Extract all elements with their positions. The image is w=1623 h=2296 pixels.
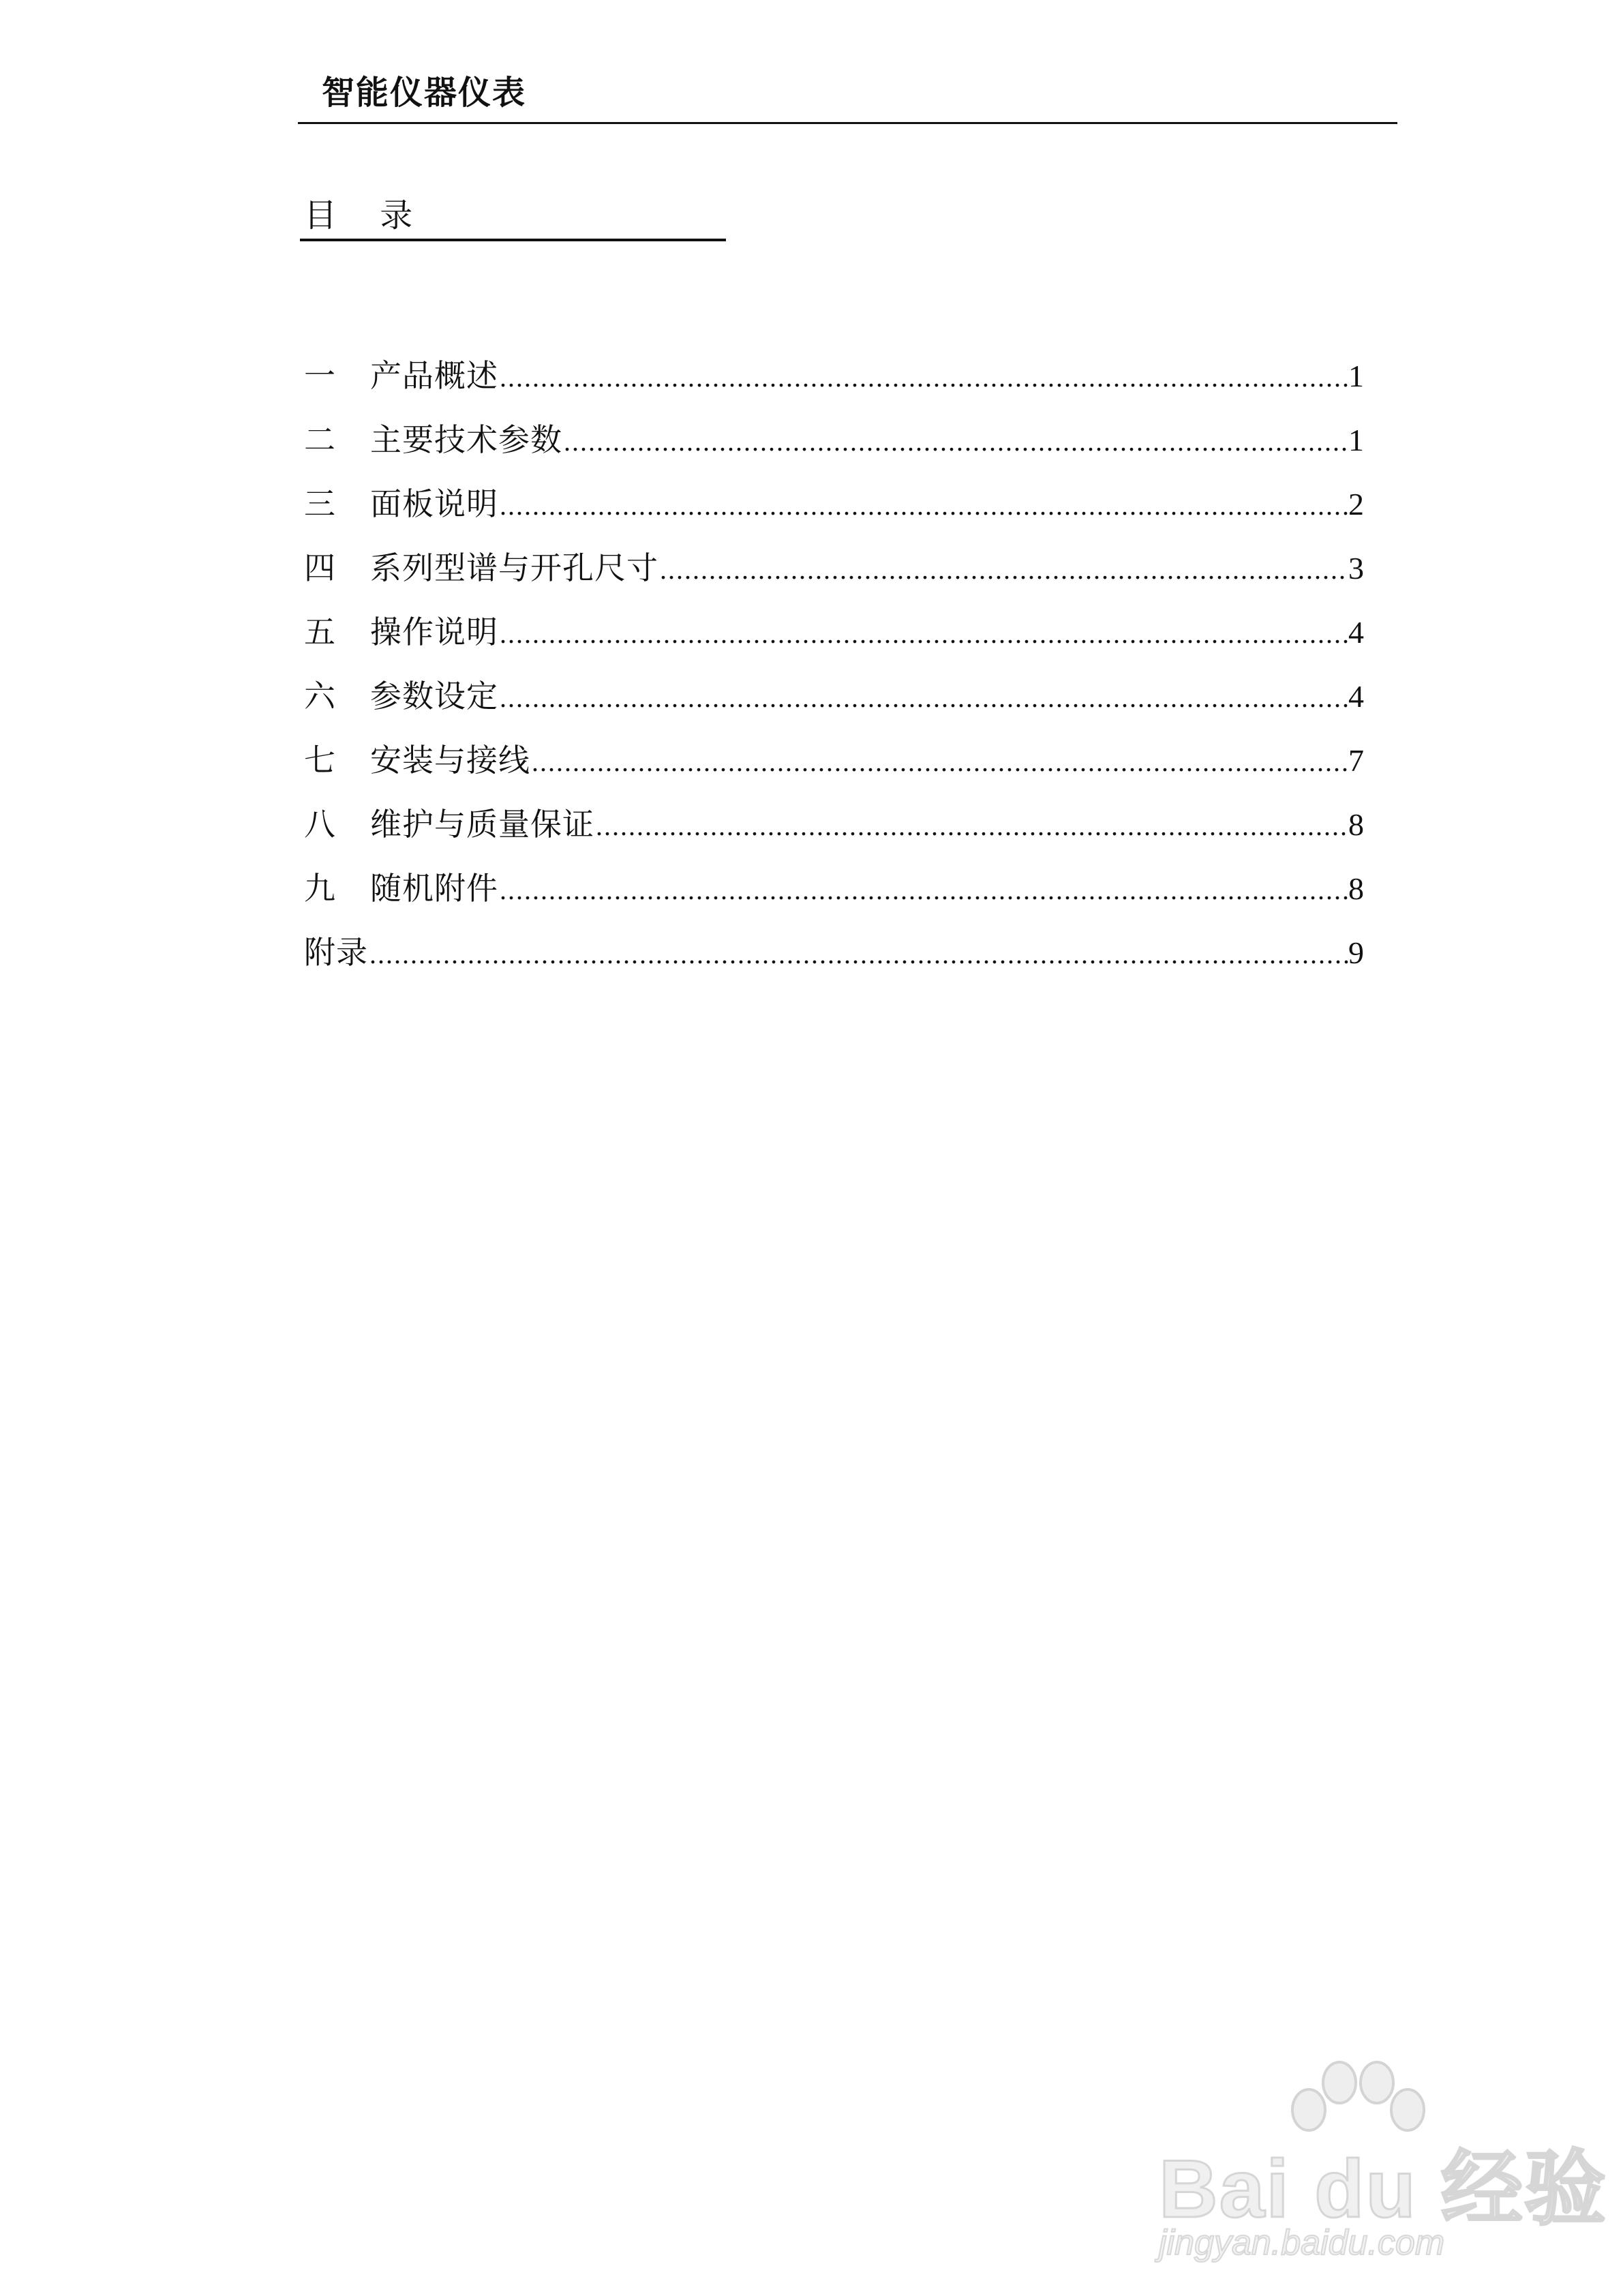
toc-entry[interactable] [304,616,1364,680]
toc-entry-page: 1 [1348,423,1364,457]
toc-dot-leader [562,428,1348,455]
toc-dot-leader [498,684,1348,712]
toc-entry-number: 八 [304,806,335,843]
toc-title-rule [300,239,726,241]
toc-dot-leader [530,749,1348,776]
toc-entry-page: 2 [1348,487,1364,522]
toc-entry-page: 3 [1348,551,1364,586]
header-rule [298,122,1397,124]
toc-entry-page: 4 [1348,615,1364,650]
toc-entry-number: 五 [304,614,335,650]
toc-entry[interactable] [304,421,1364,488]
toc-entry-page: 1 [1348,359,1364,393]
toc-entry[interactable] [304,357,1364,424]
toc-entry[interactable] [304,870,1364,937]
toc-entry-label: 系列型谱与开孔尺寸 [370,549,658,586]
toc-entry-label: 附录 [304,934,368,971]
toc-entry-label: 随机附件 [370,870,498,907]
toc-entry-label: 安装与接线 [370,742,530,779]
toc-entry-label: 维护与质量保证 [370,806,594,843]
toc-entry[interactable] [304,549,1364,616]
toc-entry[interactable] [304,744,1364,809]
toc-entry[interactable] [304,806,1364,873]
toc-entry-page: 8 [1348,807,1364,842]
toc-dot-leader [368,941,1348,968]
watermark-url: jingyan.baidu.com [1159,2223,1445,2263]
toc-entry-number: 七 [304,742,335,779]
toc-entry-label: 主要技术参数 [370,421,562,458]
toc-entry[interactable] [304,934,1364,1001]
toc-entry-number: 三 [304,485,335,522]
toc-entry-number: 四 [304,549,335,586]
toc-entry-label: 面板说明 [370,485,498,522]
toc-entry-page: 8 [1348,871,1364,906]
watermark-logo-text: Bai du 经验 [1159,2143,1608,2235]
toc-entry-page: 4 [1348,679,1364,714]
toc-entry-number: 一 [304,357,335,394]
toc-entry-page: 9 [1348,935,1364,970]
toc-entry-number: 二 [304,421,335,458]
toc-dot-leader [498,620,1348,648]
toc-entry[interactable] [304,680,1364,744]
toc-dot-leader [658,556,1348,584]
toc-dot-leader [498,492,1348,519]
toc-entry-label: 参数设定 [370,678,498,714]
toc-entry-label: 操作说明 [370,614,498,650]
running-header: 智能仪器仪表 [322,74,527,112]
toc-entry[interactable] [304,485,1364,552]
toc-entry-number: 九 [304,870,335,907]
toc-entry-label: 产品概述 [370,357,498,394]
toc-dot-leader [498,364,1348,391]
toc-dot-leader [594,813,1348,840]
toc-entry-number: 六 [304,678,335,714]
toc-dot-leader [498,877,1348,904]
toc-title: 目 录 [304,196,413,235]
baidu-jingyan-watermark [1159,2059,1608,2263]
toc-entry-page: 7 [1348,743,1364,778]
toc-list [304,357,1364,1001]
